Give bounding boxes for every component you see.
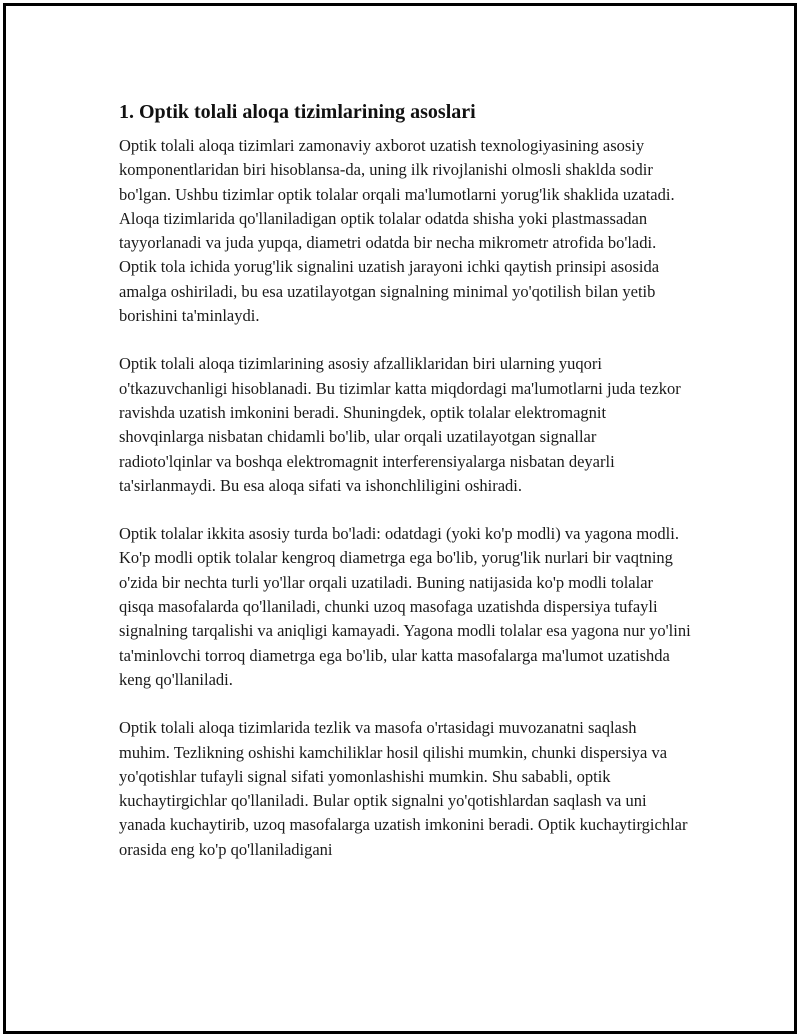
paragraph-3: Optik tolalar ikkita asosiy turda bo'ladi: odatdagi (yoki ko'p modli) va yagona modli. Ko'p modli optik tolalar kengroq diametrga ega bo'lib, yorug'lik nurlari bir vaqtning o'zida bir nechta turli yo'llar orqali uzatiladi. Buning natijasida ko'p modli tolalar qisqa masofalarda qo'llaniladi, chunki uzoq masofaga uzatishda dispersiya tufayli signalning tarqalishi va aniqligi kamayadi. Yagona modli tolalar esa yagona nur yo'lini ta'minlovchi torroq diametrga ega bo'lib, ular katta masofalarga ma'lumot uzatishda keng qo'llaniladi. — [119, 524, 691, 689]
paragraph-1: Optik tolali aloqa tizimlari zamonaviy axborot uzatish texnologiyasining asosiy komponentlaridan biri hisoblansa-da, uning ilk rivojlanishi olmosli shaklda sodir bo'lgan. Ushbu tizimlar optik tolalar orqali ma'lumotlarni yorug'lik shaklida uzatadi. Aloqa tizimlarida qo'llaniladigan optik tolalar odatda shisha yoki plastmassadan tayyorlanadi va juda yupqa, diametri odatda bir necha mikrometr atrofida bo'ladi. Optik tola ichida yorug'lik signalini uzatish jarayoni ichki qaytish prinsipi asosida amalga oshiriladi, bu esa uzatilayotgan signalning minimal yo'qotilish bilan yetib borishini ta'minlaydi. — [119, 136, 675, 326]
paragraph-2: Optik tolali aloqa tizimlarining asosiy afzalliklaridan biri ularning yuqori o'tkazuvchanligi hisoblanadi. Bu tizimlar katta miqdordagi ma'lumotlarni juda tezkor ravishda uzatish imkonini beradi. Shuningdek, optik tolalar elektromagnit shovqinlarga nisbatan chidamli bo'lib, ular orqali uzatilayotgan signallar radioto'lqinlar va boshqa elektromagnit interferensiyalarga nisbatan deyarli ta'sirlanmaydi. Bu esa aloqa sifati va ishonchliligini oshiradi. — [119, 354, 681, 495]
document-page — [3, 3, 797, 1034]
document-body — [119, 98, 691, 886]
section-heading: 1. Optik tolali aloqa tizimlarining asoslari — [119, 101, 476, 123]
paragraph-4: Optik tolali aloqa tizimlarida tezlik va masofa o'rtasidagi muvozanatni saqlash muhim. Tezlikning oshishi kamchiliklar hosil qilishi mumkin, chunki dispersiya va yo'qotishlar tufayli signal sifati yomonlashishi mumkin. Shu sababli, optik kuchaytirgichlar qo'llaniladi. Bular optik signalni yo'qotishlardan saqlash va uni yanada kuchaytirib, uzoq masofalarga uzatish imkonini beradi. Optik kuchaytirgichlar orasida eng ko'p qo'llaniladigani — [119, 718, 688, 859]
